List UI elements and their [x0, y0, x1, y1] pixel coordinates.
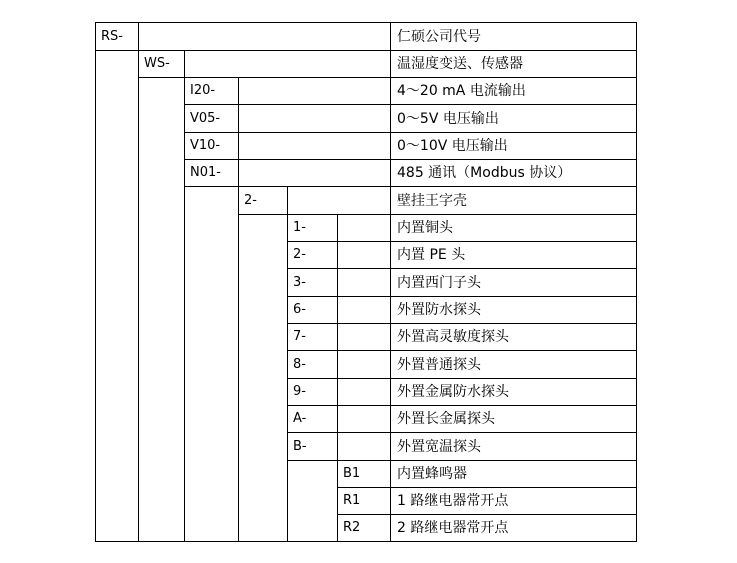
code-probe-a: A- [293, 411, 307, 426]
table-rule [184, 132, 636, 133]
code-probe-7: 7- [293, 329, 306, 344]
table-rule [184, 50, 185, 542]
table-rule [337, 214, 338, 542]
table-rule [287, 186, 288, 542]
desc-v05: 0～5V 电压输出 [397, 111, 499, 127]
code-i20: I20- [190, 83, 216, 98]
code-probe-b: B- [293, 439, 307, 454]
desc-probe-3: 内置西门子头 [397, 275, 481, 291]
code-probe-2: 2- [293, 247, 306, 262]
table-rule [337, 514, 636, 515]
table-rule [287, 432, 636, 433]
desc-rs: 仁硕公司代号 [397, 29, 481, 45]
code-probe-9: 9- [293, 384, 306, 399]
table-rule [95, 22, 636, 23]
code-opt-b1: B1 [343, 466, 361, 481]
table-rule [287, 378, 636, 379]
desc-ws: 温湿度变送、传感器 [397, 56, 523, 72]
desc-probe-8: 外置普通探头 [397, 357, 481, 373]
table-rule [287, 296, 636, 297]
table-rule [287, 241, 636, 242]
desc-n01: 485 通讯（Modbus 协议） [397, 165, 572, 181]
table-rule [287, 268, 636, 269]
table-rule [238, 77, 239, 542]
desc-probe-2: 内置 PE 头 [397, 247, 466, 263]
table-rule [636, 22, 637, 542]
code-shell-2: 2- [244, 193, 257, 208]
table-rule [287, 460, 636, 461]
code-opt-r2: R2 [343, 520, 361, 535]
desc-shell-2: 壁挂王字壳 [397, 193, 467, 209]
table-rule [95, 50, 636, 51]
desc-opt-r1: 1 路继电器常开点 [397, 493, 509, 509]
code-probe-1: 1- [293, 220, 306, 235]
desc-probe-b: 外置宽温探头 [397, 439, 481, 455]
code-opt-r1: R1 [343, 493, 361, 508]
table-rule [337, 487, 636, 488]
desc-probe-a: 外置长金属探头 [397, 411, 495, 427]
code-rs: RS- [101, 29, 123, 44]
desc-opt-b1: 内置蜂鸣器 [397, 466, 467, 482]
table-rule [184, 104, 636, 105]
desc-probe-1: 内置铜头 [397, 220, 453, 236]
table-rule [238, 214, 636, 215]
table-rule [138, 77, 636, 78]
desc-i20: 4～20 mA 电流输出 [397, 83, 526, 99]
table-rule [95, 541, 636, 542]
desc-probe-7: 外置高灵敏度探头 [397, 329, 509, 345]
table-rule [95, 22, 96, 542]
code-v10: V10- [190, 138, 221, 153]
code-ws: WS- [144, 56, 170, 71]
code-v05: V05- [190, 111, 221, 126]
code-probe-3: 3- [293, 275, 306, 290]
table-rule [390, 22, 391, 542]
table-rule [287, 405, 636, 406]
table-rule [287, 323, 636, 324]
table-rule [184, 186, 636, 187]
code-n01: N01- [190, 165, 221, 180]
desc-probe-6: 外置防水探头 [397, 302, 481, 318]
desc-v10: 0～10V 电压输出 [397, 138, 508, 154]
desc-probe-9: 外置金属防水探头 [397, 384, 509, 400]
code-probe-8: 8- [293, 357, 306, 372]
desc-opt-r2: 2 路继电器常开点 [397, 520, 509, 536]
table-rule [138, 22, 139, 542]
table-rule [184, 159, 636, 160]
code-probe-6: 6- [293, 302, 306, 317]
table-rule [287, 350, 636, 351]
